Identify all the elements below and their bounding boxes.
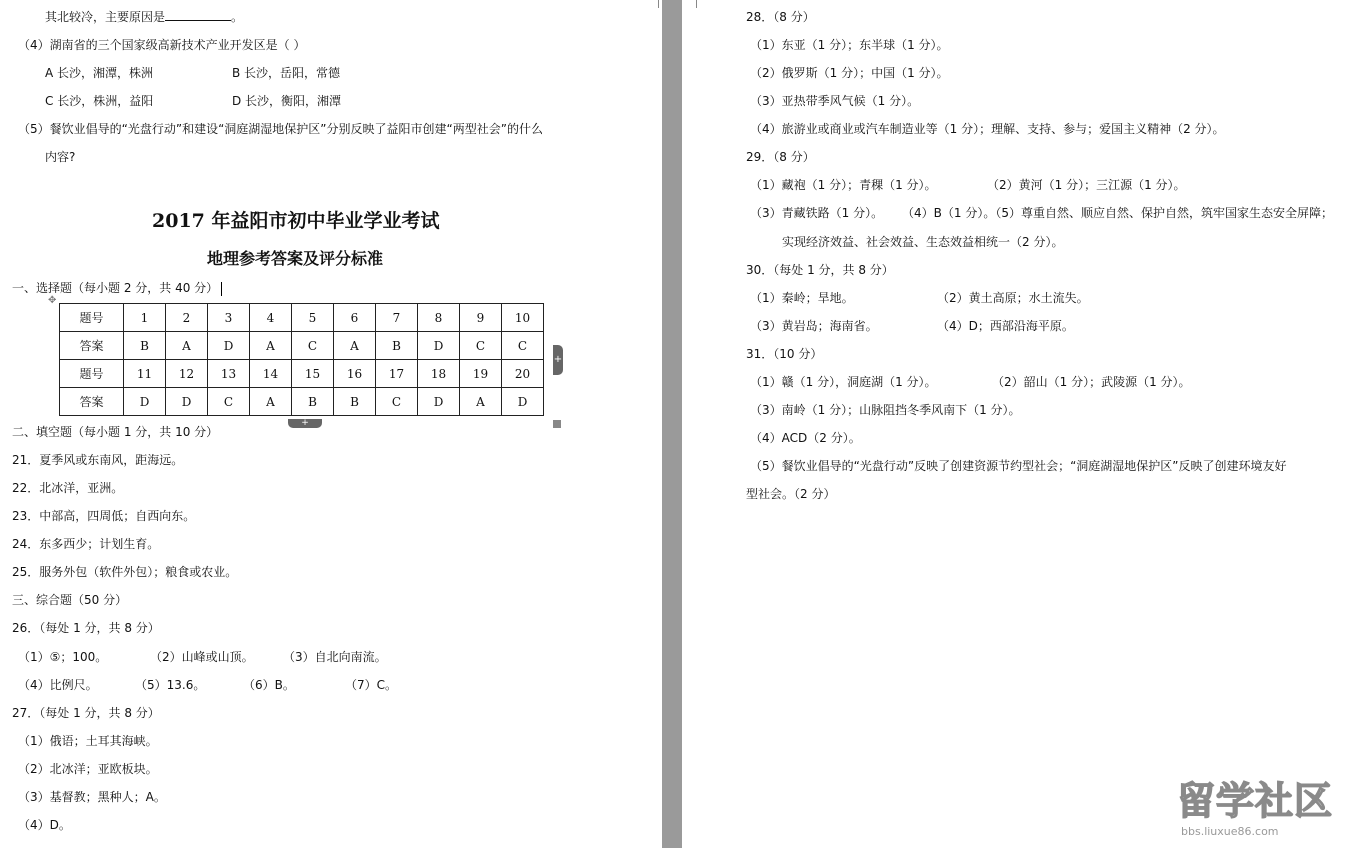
answer-24: 24．东多西少；计划生育。 xyxy=(12,537,160,551)
table-row xyxy=(60,360,544,388)
option-a: A 长沙，湘潭，株洲 xyxy=(45,66,154,80)
answer-30-4: （4）D；西部沿海平原。 xyxy=(937,319,1074,333)
text-cursor xyxy=(221,282,222,296)
question-27-heading: 27．（每处 1 分，共 8 分） xyxy=(12,706,160,720)
table-cell[interactable]: 1 xyxy=(124,304,166,332)
section-choice-heading[interactable]: 一、选择题（每小题 2 分，共 40 分） xyxy=(12,280,222,296)
answer-31-1: （1）赣（1 分），洞庭湖（1 分）。 xyxy=(750,375,937,389)
table-cell[interactable]: A xyxy=(250,332,292,360)
answer-27-4: （4）D。 xyxy=(18,818,71,832)
question-29-heading: 29．（8 分） xyxy=(746,150,815,164)
answer-21: 21．夏季风或东南风，距海远。 xyxy=(12,453,184,467)
answer-26-4: （4）比例尺。 xyxy=(18,678,98,692)
table-cell[interactable]: 14 xyxy=(250,360,292,388)
table-cell[interactable]: 13 xyxy=(208,360,250,388)
answer-27-3: （3）基督教；黑种人；A。 xyxy=(18,790,166,804)
page-corner-mark xyxy=(650,0,659,8)
answer-31-5-cont: 型社会。（2 分） xyxy=(746,487,836,501)
answer-28-3: （3）亚热带季风气候（1 分）。 xyxy=(750,94,920,108)
table-cell[interactable]: B xyxy=(334,388,376,416)
table-cell[interactable]: B xyxy=(124,332,166,360)
table-cell[interactable]: 4 xyxy=(250,304,292,332)
table-cell[interactable]: A xyxy=(166,332,208,360)
table-cell[interactable]: B xyxy=(376,332,418,360)
answer-29-3: （3）青藏铁路（1 分）。 xyxy=(750,206,884,220)
answer-22: 22．北冰洋，亚洲。 xyxy=(12,481,124,495)
table-cell[interactable]: D xyxy=(208,332,250,360)
table-cell[interactable]: D xyxy=(166,388,208,416)
question-5-cont: 内容? xyxy=(45,150,76,164)
answer-29-2: （2）黄河（1 分）；三江源（1 分）。 xyxy=(987,178,1186,192)
option-d: D 长沙，衡阳，湘潭 xyxy=(232,94,342,108)
table-row xyxy=(60,304,544,332)
question-31-heading: 31．（10 分） xyxy=(746,347,823,361)
question-28-heading: 28．（8 分） xyxy=(746,10,815,24)
answer-28-4: （4）旅游业或商业或汽车制造业等（1 分）；理解、支持、参与；爱国主义精神（2 分）。 xyxy=(750,122,1225,136)
answer-31-4: （4）ACD（2 分）。 xyxy=(750,431,861,445)
table-cell[interactable]: D xyxy=(418,388,460,416)
document-page-left xyxy=(0,0,662,848)
watermark-text: 留学社区 xyxy=(1177,779,1334,823)
answer-31-5: （5）餐饮业倡导的“光盘行动”反映了创建资源节约型社会；“洞庭湖湿地保护区”反映了创建环境友好 xyxy=(750,459,1287,473)
answer-26-6: （6）B。 xyxy=(243,678,295,692)
table-cell[interactable]: C xyxy=(292,332,334,360)
table-cell[interactable]: 17 xyxy=(376,360,418,388)
table-cell[interactable]: 10 xyxy=(502,304,544,332)
table-resize-handle-icon[interactable] xyxy=(553,420,561,428)
answer-28-1: （1）东亚（1 分）；东半球（1 分）。 xyxy=(750,38,949,52)
table-cell[interactable]: 答案 xyxy=(60,388,124,416)
answer-26-5: （5）13.6。 xyxy=(135,678,206,692)
question-30-heading: 30．（每处 1 分，共 8 分） xyxy=(746,263,894,277)
table-add-column-icon[interactable]: + xyxy=(553,345,563,375)
site-watermark-logo xyxy=(1177,770,1337,836)
table-row xyxy=(60,332,544,360)
table-cell[interactable]: 16 xyxy=(334,360,376,388)
answer-29-5: 实现经济效益、社会效益、生态效益相统一（2 分）。 xyxy=(782,235,1064,249)
section-comprehensive-heading: 三、综合题（50 分） xyxy=(12,593,128,607)
table-cell[interactable]: 答案 xyxy=(60,332,124,360)
table-cell[interactable]: 5 xyxy=(292,304,334,332)
table-cell[interactable]: C xyxy=(208,388,250,416)
answer-26-3: （3）自北向南流。 xyxy=(283,650,387,664)
table-cell[interactable]: 11 xyxy=(124,360,166,388)
answer-31-3: （3）南岭（1 分）；山脉阻挡冬季风南下（1 分）。 xyxy=(750,403,1021,417)
table-cell[interactable]: B xyxy=(292,388,334,416)
table-cell[interactable]: A xyxy=(250,388,292,416)
table-cell[interactable]: D xyxy=(124,388,166,416)
option-c: C 长沙，株洲，益阳 xyxy=(45,94,154,108)
answer-23: 23．中部高，四周低；自西向东。 xyxy=(12,509,196,523)
table-cell[interactable]: 8 xyxy=(418,304,460,332)
answer-26-7: （7）C。 xyxy=(345,678,398,692)
table-cell[interactable]: 18 xyxy=(418,360,460,388)
table-cell[interactable]: 9 xyxy=(460,304,502,332)
table-cell[interactable]: 12 xyxy=(166,360,208,388)
table-move-handle-icon[interactable]: ✥ xyxy=(48,295,57,306)
question-26-heading: 26．（每处 1 分，共 8 分） xyxy=(12,621,160,635)
answer-29-1: （1）藏袍（1 分）；青稞（1 分）。 xyxy=(750,178,937,192)
answer-27-1: （1）俄语；土耳其海峡。 xyxy=(18,734,158,748)
table-add-row-icon[interactable]: + xyxy=(288,419,322,428)
table-row xyxy=(60,388,544,416)
answer-26-2: （2）山峰或山顶。 xyxy=(150,650,254,664)
table-cell[interactable]: C xyxy=(460,332,502,360)
document-subtitle: 地理参考答案及评分标准 xyxy=(207,249,384,268)
answer-27-2: （2）北冰洋；亚欧板块。 xyxy=(18,762,158,776)
table-cell[interactable]: C xyxy=(502,332,544,360)
answer-29-4: （4）B（1 分）。（5）尊重自然、顺应自然、保护自然，筑牢国家生态安全屏障； xyxy=(902,206,1333,220)
table-cell[interactable]: 20 xyxy=(502,360,544,388)
section-fill-heading: 二、填空题（每小题 1 分，共 10 分） xyxy=(12,425,219,439)
document-page-right xyxy=(682,0,1346,848)
table-cell[interactable]: 7 xyxy=(376,304,418,332)
page-corner-mark xyxy=(696,0,705,8)
answer-31-2: （2）韶山（1 分）；武陵源（1 分）。 xyxy=(992,375,1191,389)
page-gap xyxy=(662,0,682,848)
question-4: （4）湖南省的三个国家级高新技术产业开发区是（ ） xyxy=(18,38,306,52)
table-cell[interactable]: 3 xyxy=(208,304,250,332)
question-5: （5）餐饮业倡导的“光盘行动”和建设“洞庭湖湿地保护区”分别反映了益阳市创建“两型社会”的什么 xyxy=(18,122,543,136)
answer-30-1: （1）秦岭；旱地。 xyxy=(750,291,854,305)
answer-30-3: （3）黄岩岛；海南省。 xyxy=(750,319,878,333)
table-cell[interactable]: C xyxy=(376,388,418,416)
answer-26-1: （1）⑤；100。 xyxy=(18,650,108,664)
question-line: 其北较冷，主要原因是 。 xyxy=(45,10,244,24)
answer-blank[interactable] xyxy=(165,9,231,21)
table-cell[interactable]: D xyxy=(502,388,544,416)
table-cell[interactable]: 2 xyxy=(166,304,208,332)
table-cell[interactable]: 题号 xyxy=(60,304,124,332)
table-cell[interactable]: 15 xyxy=(292,360,334,388)
table-cell[interactable]: 19 xyxy=(460,360,502,388)
table-cell[interactable]: A xyxy=(460,388,502,416)
option-b: B 长沙，岳阳，常德 xyxy=(232,66,341,80)
table-cell[interactable]: 6 xyxy=(334,304,376,332)
table-cell[interactable]: A xyxy=(334,332,376,360)
watermark-url: bbs.liuxue86.com xyxy=(1181,825,1279,838)
table-cell[interactable]: D xyxy=(418,332,460,360)
answer-25: 25．服务外包（软件外包）；粮食或农业。 xyxy=(12,565,238,579)
answer-table[interactable] xyxy=(59,303,544,416)
table-cell[interactable]: 题号 xyxy=(60,360,124,388)
answer-28-2: （2）俄罗斯（1 分）；中国（1 分）。 xyxy=(750,66,949,80)
document-title: 2017 年益阳市初中毕业学业考试 xyxy=(152,210,440,232)
answer-30-2: （2）黄土高原；水土流失。 xyxy=(937,291,1089,305)
